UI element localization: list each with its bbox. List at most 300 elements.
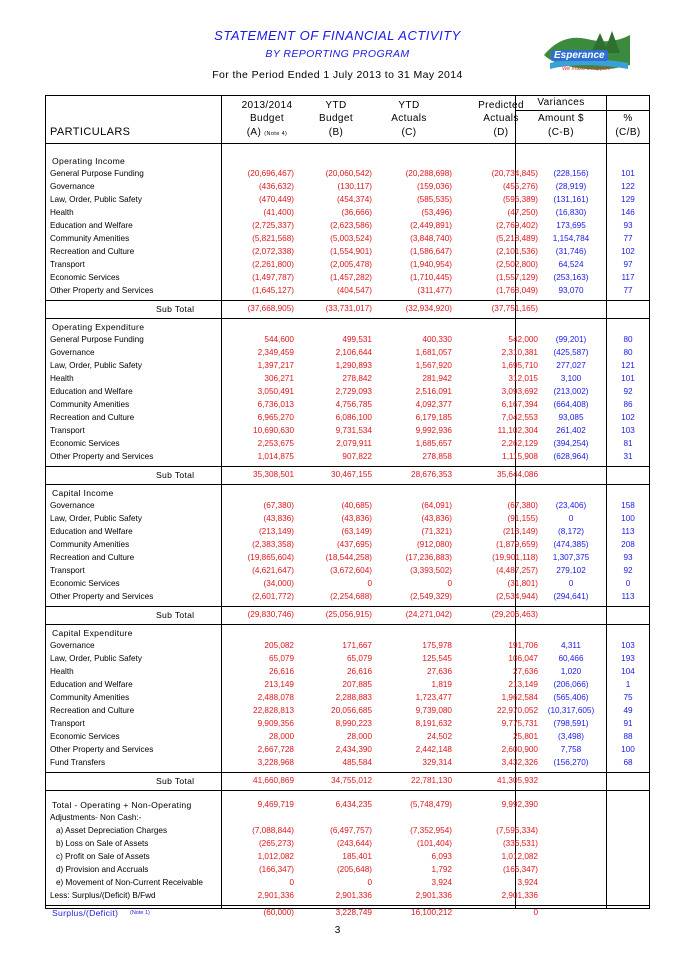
row-label: Law, Order, Public Safety <box>50 514 142 523</box>
cell-col-2: 65,079 <box>346 654 372 663</box>
column-header-3-l2: Actuals <box>391 113 427 124</box>
row-label: Governance <box>50 348 95 357</box>
row-label: Law, Order, Public Safety <box>50 361 142 370</box>
cell-col-4: (213,149) <box>502 527 538 536</box>
cell-col-4: (336,531) <box>502 839 538 848</box>
cell-col-2: (437,695) <box>336 540 372 549</box>
cell-col-1: 9,909,356 <box>257 719 294 728</box>
table-row <box>46 413 649 426</box>
cell-col-1: 1,012,082 <box>257 852 294 861</box>
cell-col-3: (71,321) <box>421 527 452 536</box>
adjustment-row <box>46 865 649 878</box>
row-label: b) Loss on Sale of Assets <box>56 839 149 848</box>
page-title: STATEMENT OF FINANCIAL ACTIVITY <box>214 28 461 43</box>
cell-col-5: (10,317,605) <box>547 706 595 715</box>
cell-col-1: (5,821,568) <box>252 234 294 243</box>
cell-col-1: 1,014,875 <box>257 452 294 461</box>
row-label: Transport <box>50 426 85 435</box>
cell-col-3: 16,100,212 <box>411 908 452 917</box>
table-row <box>46 273 649 286</box>
cell-col-2: 3,228,749 <box>335 908 372 917</box>
page-subtitle: BY REPORTING PROGRAM <box>265 48 410 60</box>
cell-col-3: (2,549,329) <box>410 592 452 601</box>
table-row <box>46 540 649 553</box>
note-ref: (Note 1) <box>130 910 150 916</box>
cell-col-4: (67,380) <box>507 501 538 510</box>
cell-col-1: 205,082 <box>264 641 294 650</box>
table-row <box>46 641 649 654</box>
cell-col-1: 2,253,675 <box>257 439 294 448</box>
column-header-5-l3: (C-B) <box>548 127 574 138</box>
cell-col-5: 93,070 <box>558 286 584 295</box>
cell-col-2: 4,756,785 <box>335 400 372 409</box>
column-header-6-l2: % <box>623 113 633 124</box>
cell-col-6: 0 <box>625 579 631 588</box>
row-label: Community Amenities <box>50 540 130 549</box>
cell-col-5: (131,161) <box>553 195 589 204</box>
row-label: Operating Expenditure <box>52 322 145 332</box>
column-header-1-l3: (A) (Note 4) <box>246 127 288 138</box>
cell-col-5: (28,919) <box>555 182 587 191</box>
table-row <box>46 732 649 745</box>
cell-col-3: (1,940,954) <box>410 260 452 269</box>
cell-col-3: (101,404) <box>416 839 452 848</box>
cell-col-1: 41,660,869 <box>253 776 294 785</box>
cell-col-3: 9,992,936 <box>415 426 452 435</box>
cell-col-5: 0 <box>568 579 574 588</box>
row-label: Sub Total <box>156 470 195 480</box>
cell-col-5: 277,027 <box>556 361 586 370</box>
cell-col-2: 28,000 <box>346 732 372 741</box>
cell-col-6: 31 <box>623 452 633 461</box>
table-row <box>46 169 649 182</box>
table-row <box>46 719 649 732</box>
row-label: Other Property and Services <box>50 286 154 295</box>
cell-col-2: (20,060,542) <box>325 169 372 178</box>
cell-col-5: (798,591) <box>553 719 589 728</box>
row-label: Capital Expenditure <box>52 628 133 638</box>
row-label: Recreation and Culture <box>50 553 135 562</box>
cell-col-3: 6,093 <box>431 852 452 861</box>
adjustment-row <box>46 826 649 839</box>
cell-col-6: 81 <box>623 439 633 448</box>
table-row <box>46 247 649 260</box>
cell-col-6: 113 <box>621 527 635 536</box>
cell-col-6: 93 <box>623 553 633 562</box>
cell-col-2: 9,731,534 <box>335 426 372 435</box>
cell-col-5: 3,100 <box>560 374 582 383</box>
cell-col-4: 1,115,908 <box>502 452 538 461</box>
row-label: Law, Order, Public Safety <box>50 195 142 204</box>
cell-col-3: 8,191,632 <box>415 719 452 728</box>
cell-col-1: (470,449) <box>258 195 294 204</box>
cell-col-3: 22,781,130 <box>411 776 452 785</box>
cell-col-3: (64,091) <box>421 501 452 510</box>
cell-col-6: 97 <box>623 260 633 269</box>
cell-col-5: 0 <box>568 514 574 523</box>
row-label: Education and Welfare <box>50 527 133 536</box>
cell-col-3: 0 <box>447 579 452 588</box>
row-label: c) Profit on Sale of Assets <box>56 852 150 861</box>
table-row <box>46 758 649 771</box>
cell-col-2: 26,616 <box>346 667 372 676</box>
cell-col-5: (664,408) <box>553 400 589 409</box>
cell-col-3: (311,477) <box>417 286 452 295</box>
column-header-4-l3: (D) <box>493 127 509 138</box>
logo-tagline: We make it happen! <box>562 66 611 72</box>
cell-col-1: (67,380) <box>263 501 294 510</box>
table-row <box>46 579 649 592</box>
cell-col-3: 2,901,336 <box>415 891 452 900</box>
cell-col-3: 281,942 <box>422 374 452 383</box>
cell-col-1: 9,469,719 <box>257 800 294 809</box>
variances-header: Variances <box>537 97 585 108</box>
row-label: Total - Operating + Non-Operating <box>52 800 192 810</box>
cell-col-1: 6,736,013 <box>257 400 294 409</box>
cell-col-5: (16,830) <box>555 208 587 217</box>
cell-col-4: 2,262,129 <box>501 439 538 448</box>
cell-col-6: 86 <box>623 400 633 409</box>
cell-col-3: (7,352,954) <box>410 826 452 835</box>
cell-col-3: (32,934,920) <box>405 304 452 313</box>
cell-col-2: 278,842 <box>342 374 372 383</box>
cell-col-2: (205,648) <box>336 865 372 874</box>
column-header-5-l2: Amount $ <box>537 113 584 124</box>
cell-col-3: 2,516,091 <box>415 387 452 396</box>
cell-col-1: 1,397,217 <box>257 361 294 370</box>
section-heading <box>46 156 649 169</box>
cell-col-2: 2,288,883 <box>335 693 372 702</box>
cell-col-4: (37,751,165) <box>491 304 538 313</box>
cell-col-3: (2,449,891) <box>410 221 452 230</box>
row-label: Economic Services <box>50 732 120 741</box>
cell-col-3: 4,092,377 <box>415 400 452 409</box>
table-row <box>46 452 649 465</box>
cell-col-3: 2,442,148 <box>415 745 452 754</box>
adjustment-row <box>46 852 649 865</box>
table-row <box>46 693 649 706</box>
row-label: Other Property and Services <box>50 452 154 461</box>
row-label: Governance <box>50 641 95 650</box>
row-label: Sub Total <box>156 304 195 314</box>
cell-col-4: (47,250) <box>507 208 538 217</box>
cell-col-3: 329,314 <box>422 758 452 767</box>
cell-col-5: (23,406) <box>555 501 587 510</box>
cell-col-4: (29,206,463) <box>491 610 538 619</box>
cell-col-2: (2,623,586) <box>330 221 372 230</box>
cell-col-2: 0 <box>367 878 372 887</box>
row-label: Community Amenities <box>50 400 130 409</box>
cell-col-3: (20,288,698) <box>405 169 452 178</box>
cell-col-1: 2,349,459 <box>257 348 294 357</box>
cell-col-6: 103 <box>621 426 635 435</box>
cell-col-5: 64,524 <box>558 260 584 269</box>
row-label: e) Movement of Non-Current Receivable <box>56 878 203 887</box>
cell-col-2: 907,822 <box>342 452 372 461</box>
cell-col-6: 100 <box>621 745 635 754</box>
cell-col-6: 49 <box>623 706 633 715</box>
cell-col-1: 65,079 <box>268 654 294 663</box>
cell-col-3: 175,978 <box>422 641 452 650</box>
cell-col-3: (159,036) <box>416 182 452 191</box>
cell-col-6: 91 <box>623 719 633 728</box>
cell-col-1: 22,828,813 <box>253 706 294 715</box>
table-row <box>46 335 649 348</box>
cell-col-5: (565,406) <box>553 693 589 702</box>
row-label: Capital Income <box>52 488 114 498</box>
cell-col-4: 3,432,326 <box>501 758 538 767</box>
cell-col-6: 75 <box>623 693 633 702</box>
cell-col-1: (2,261,800) <box>252 260 294 269</box>
cell-col-4: (455,276) <box>502 182 538 191</box>
cell-col-3: 9,739,080 <box>415 706 452 715</box>
table-row <box>46 439 649 452</box>
column-header-4-l1: Predicted <box>478 100 524 111</box>
table-row <box>46 706 649 719</box>
cell-col-2: 2,901,336 <box>335 891 372 900</box>
column-header-2-l3: (B) <box>328 127 344 138</box>
row-label: General Purpose Funding <box>50 335 144 344</box>
table-row <box>46 680 649 693</box>
cell-col-2: (130,117) <box>337 182 372 191</box>
cell-col-1: (1,645,127) <box>252 286 294 295</box>
cell-col-6: 102 <box>621 413 635 422</box>
table-row <box>46 195 649 208</box>
cell-col-4: 1,962,584 <box>501 693 538 702</box>
row-label: Health <box>50 208 74 217</box>
cell-col-4: (1,768,049) <box>496 286 538 295</box>
cell-col-4: (31,801) <box>507 579 538 588</box>
cell-col-6: 146 <box>621 208 635 217</box>
row-label: Fund Transfers <box>50 758 106 767</box>
cell-col-4: 6,167,394 <box>501 400 538 409</box>
table-row <box>46 208 649 221</box>
section-heading <box>46 488 649 501</box>
total-row <box>46 800 649 813</box>
subtotal-row <box>46 776 649 789</box>
cell-col-5: (31,746) <box>555 247 587 256</box>
cell-col-4: (596,389) <box>502 195 538 204</box>
cell-col-6: 121 <box>621 361 635 370</box>
column-header-6-l3: (C/B) <box>615 127 641 138</box>
cell-col-4: (2,101,536) <box>496 247 538 256</box>
cell-col-1: (20,696,467) <box>247 169 294 178</box>
row-label: Transport <box>50 260 85 269</box>
table-row <box>46 527 649 540</box>
cell-col-3: (585,535) <box>416 195 452 204</box>
cell-col-5: (99,201) <box>555 335 587 344</box>
cell-col-4: 9,775,731 <box>501 719 538 728</box>
cell-col-1: (2,383,358) <box>252 540 294 549</box>
cell-col-2: 6,434,235 <box>335 800 372 809</box>
cell-col-2: 171,667 <box>342 641 372 650</box>
cell-col-5: 93,085 <box>558 413 584 422</box>
cell-col-5: 1,020 <box>560 667 582 676</box>
table-row <box>46 566 649 579</box>
row-label: Less: Surplus/(Deficit) B/Fwd <box>50 891 156 900</box>
cell-col-2: (3,672,604) <box>330 566 372 575</box>
cell-col-4: 2,600,900 <box>501 745 538 754</box>
cell-col-1: 2,667,728 <box>257 745 294 754</box>
cell-col-3: 1,681,057 <box>415 348 452 357</box>
adjustment-row <box>46 878 649 891</box>
table-row <box>46 348 649 361</box>
cell-col-6: 193 <box>621 654 635 663</box>
cell-col-1: 3,228,968 <box>257 758 294 767</box>
cell-col-4: 41,305,932 <box>497 776 538 785</box>
cell-col-3: (912,080) <box>416 540 452 549</box>
row-label: Economic Services <box>50 579 120 588</box>
cell-col-1: 306,271 <box>264 374 294 383</box>
cell-col-5: 279,102 <box>556 566 586 575</box>
cell-col-6: 1 <box>625 680 631 689</box>
row-label: Sub Total <box>156 610 195 620</box>
row-label: Governance <box>50 182 95 191</box>
cell-col-6: 92 <box>623 387 633 396</box>
cell-col-5: 261,402 <box>556 426 586 435</box>
cell-col-2: (63,149) <box>341 527 372 536</box>
cell-col-5: (3,498) <box>558 732 584 741</box>
section-heading <box>46 322 649 335</box>
cell-col-1: 0 <box>289 878 294 887</box>
cell-col-2: 20,056,685 <box>331 706 372 715</box>
cell-col-4: (7,596,334) <box>496 826 538 835</box>
row-label: Operating Income <box>52 156 126 166</box>
cell-col-3: 1,567,920 <box>415 361 452 370</box>
cell-col-4: 542,000 <box>508 335 538 344</box>
row-label: Health <box>50 374 74 383</box>
cell-col-4: 3,093,692 <box>501 387 538 396</box>
cell-col-2: (6,497,757) <box>330 826 372 835</box>
subtotal-row <box>46 470 649 483</box>
cell-col-1: (265,273) <box>258 839 294 848</box>
cell-col-2: (18,544,258) <box>325 553 372 562</box>
table-row <box>46 387 649 400</box>
table-row <box>46 514 649 527</box>
cell-col-5: (156,270) <box>553 758 589 767</box>
cell-col-1: 10,690,630 <box>253 426 294 435</box>
cell-col-3: 3,924 <box>431 878 452 887</box>
row-label: Education and Welfare <box>50 221 133 230</box>
cell-col-5: 173,695 <box>556 221 586 230</box>
row-label: Recreation and Culture <box>50 247 135 256</box>
table-row <box>46 286 649 299</box>
cell-col-2: 1,290,893 <box>335 361 372 370</box>
cell-col-2: (243,644) <box>336 839 372 848</box>
cell-col-1: 2,901,336 <box>257 891 294 900</box>
table-row <box>46 745 649 758</box>
table-row <box>46 182 649 195</box>
cell-col-6: 103 <box>621 641 635 650</box>
cell-col-6: 158 <box>621 501 635 510</box>
cell-col-3: (17,236,883) <box>405 553 452 562</box>
cell-col-2: 30,467,155 <box>331 470 372 479</box>
cell-col-5: (474,385) <box>553 540 589 549</box>
table-row <box>46 221 649 234</box>
cell-col-1: (2,072,338) <box>252 247 294 256</box>
row-label: Surplus/(Deficit) <box>52 908 119 918</box>
cell-col-2: 0 <box>367 579 372 588</box>
row-label: Economic Services <box>50 439 120 448</box>
cell-col-3: (1,710,445) <box>410 273 452 282</box>
cell-col-4: (4,487,257) <box>496 566 538 575</box>
table-row <box>46 361 649 374</box>
cell-col-4: 25,801 <box>512 732 538 741</box>
cell-col-2: (5,003,524) <box>330 234 372 243</box>
particulars-header: PARTICULARS <box>50 126 131 138</box>
row-label: Adjustments- Non Cash:- <box>50 813 142 822</box>
cell-col-5: 4,311 <box>561 641 581 650</box>
table-row <box>46 501 649 514</box>
cell-col-1: (60,000) <box>263 908 294 917</box>
cell-col-3: 400,330 <box>422 335 452 344</box>
cell-col-1: (19,865,604) <box>247 553 294 562</box>
cell-col-6: 129 <box>621 195 635 204</box>
cell-col-4: 3,924 <box>517 878 538 887</box>
cell-col-4: 312,015 <box>508 374 538 383</box>
cell-col-2: 207,885 <box>342 680 372 689</box>
cell-col-5: 60,466 <box>558 654 584 663</box>
cell-col-1: 544,600 <box>264 335 294 344</box>
table-row <box>46 592 649 605</box>
cell-col-1: (4,621,647) <box>252 566 294 575</box>
cell-col-3: 1,792 <box>431 865 452 874</box>
cell-col-6: 113 <box>621 592 635 601</box>
cell-col-3: (43,836) <box>421 514 452 523</box>
cell-col-1: (2,725,337) <box>252 221 294 230</box>
cell-col-5: (425,587) <box>553 348 589 357</box>
cell-col-6: 117 <box>621 273 635 282</box>
cell-col-5: (394,254) <box>553 439 589 448</box>
row-label: Economic Services <box>50 273 120 282</box>
cell-col-6: 101 <box>621 169 635 178</box>
cell-col-3: 1,819 <box>431 680 452 689</box>
cell-col-6: 208 <box>621 540 635 549</box>
logo-wordmark: Esperance <box>551 50 608 61</box>
cell-col-6: 88 <box>623 732 633 741</box>
cell-col-6: 93 <box>623 221 633 230</box>
cell-col-2: 499,531 <box>342 335 372 344</box>
cell-col-4: (5,218,489) <box>496 234 538 243</box>
cell-col-3: 1,685,657 <box>415 439 452 448</box>
cell-col-5: 1,154,784 <box>552 234 590 243</box>
row-label: Education and Welfare <box>50 680 133 689</box>
table-row <box>46 654 649 667</box>
cell-col-5: (206,066) <box>553 680 589 689</box>
cell-col-2: (40,685) <box>341 501 372 510</box>
cell-col-4: (1,557,129) <box>496 273 538 282</box>
cell-col-3: 24,502 <box>426 732 452 741</box>
cell-col-2: 485,584 <box>342 758 372 767</box>
cell-col-1: (41,400) <box>263 208 294 217</box>
cell-col-6: 80 <box>623 335 633 344</box>
cell-col-4: 35,644,086 <box>497 470 538 479</box>
cell-col-5: (294,641) <box>553 592 589 601</box>
table-row <box>46 260 649 273</box>
cell-col-1: 2,488,078 <box>257 693 294 702</box>
cell-col-5: 1,307,375 <box>552 553 590 562</box>
column-header-2-l1: YTD <box>325 100 347 111</box>
row-label: Other Property and Services <box>50 592 154 601</box>
row-label: Sub Total <box>156 776 195 786</box>
cell-col-2: 2,434,390 <box>335 745 372 754</box>
adjustment-row <box>46 891 649 904</box>
page-number: 3 <box>334 925 341 936</box>
cell-col-2: (2,005,478) <box>330 260 372 269</box>
cell-col-2: 2,729,093 <box>335 387 372 396</box>
cell-col-3: (53,496) <box>421 208 452 217</box>
row-label: Community Amenities <box>50 234 130 243</box>
